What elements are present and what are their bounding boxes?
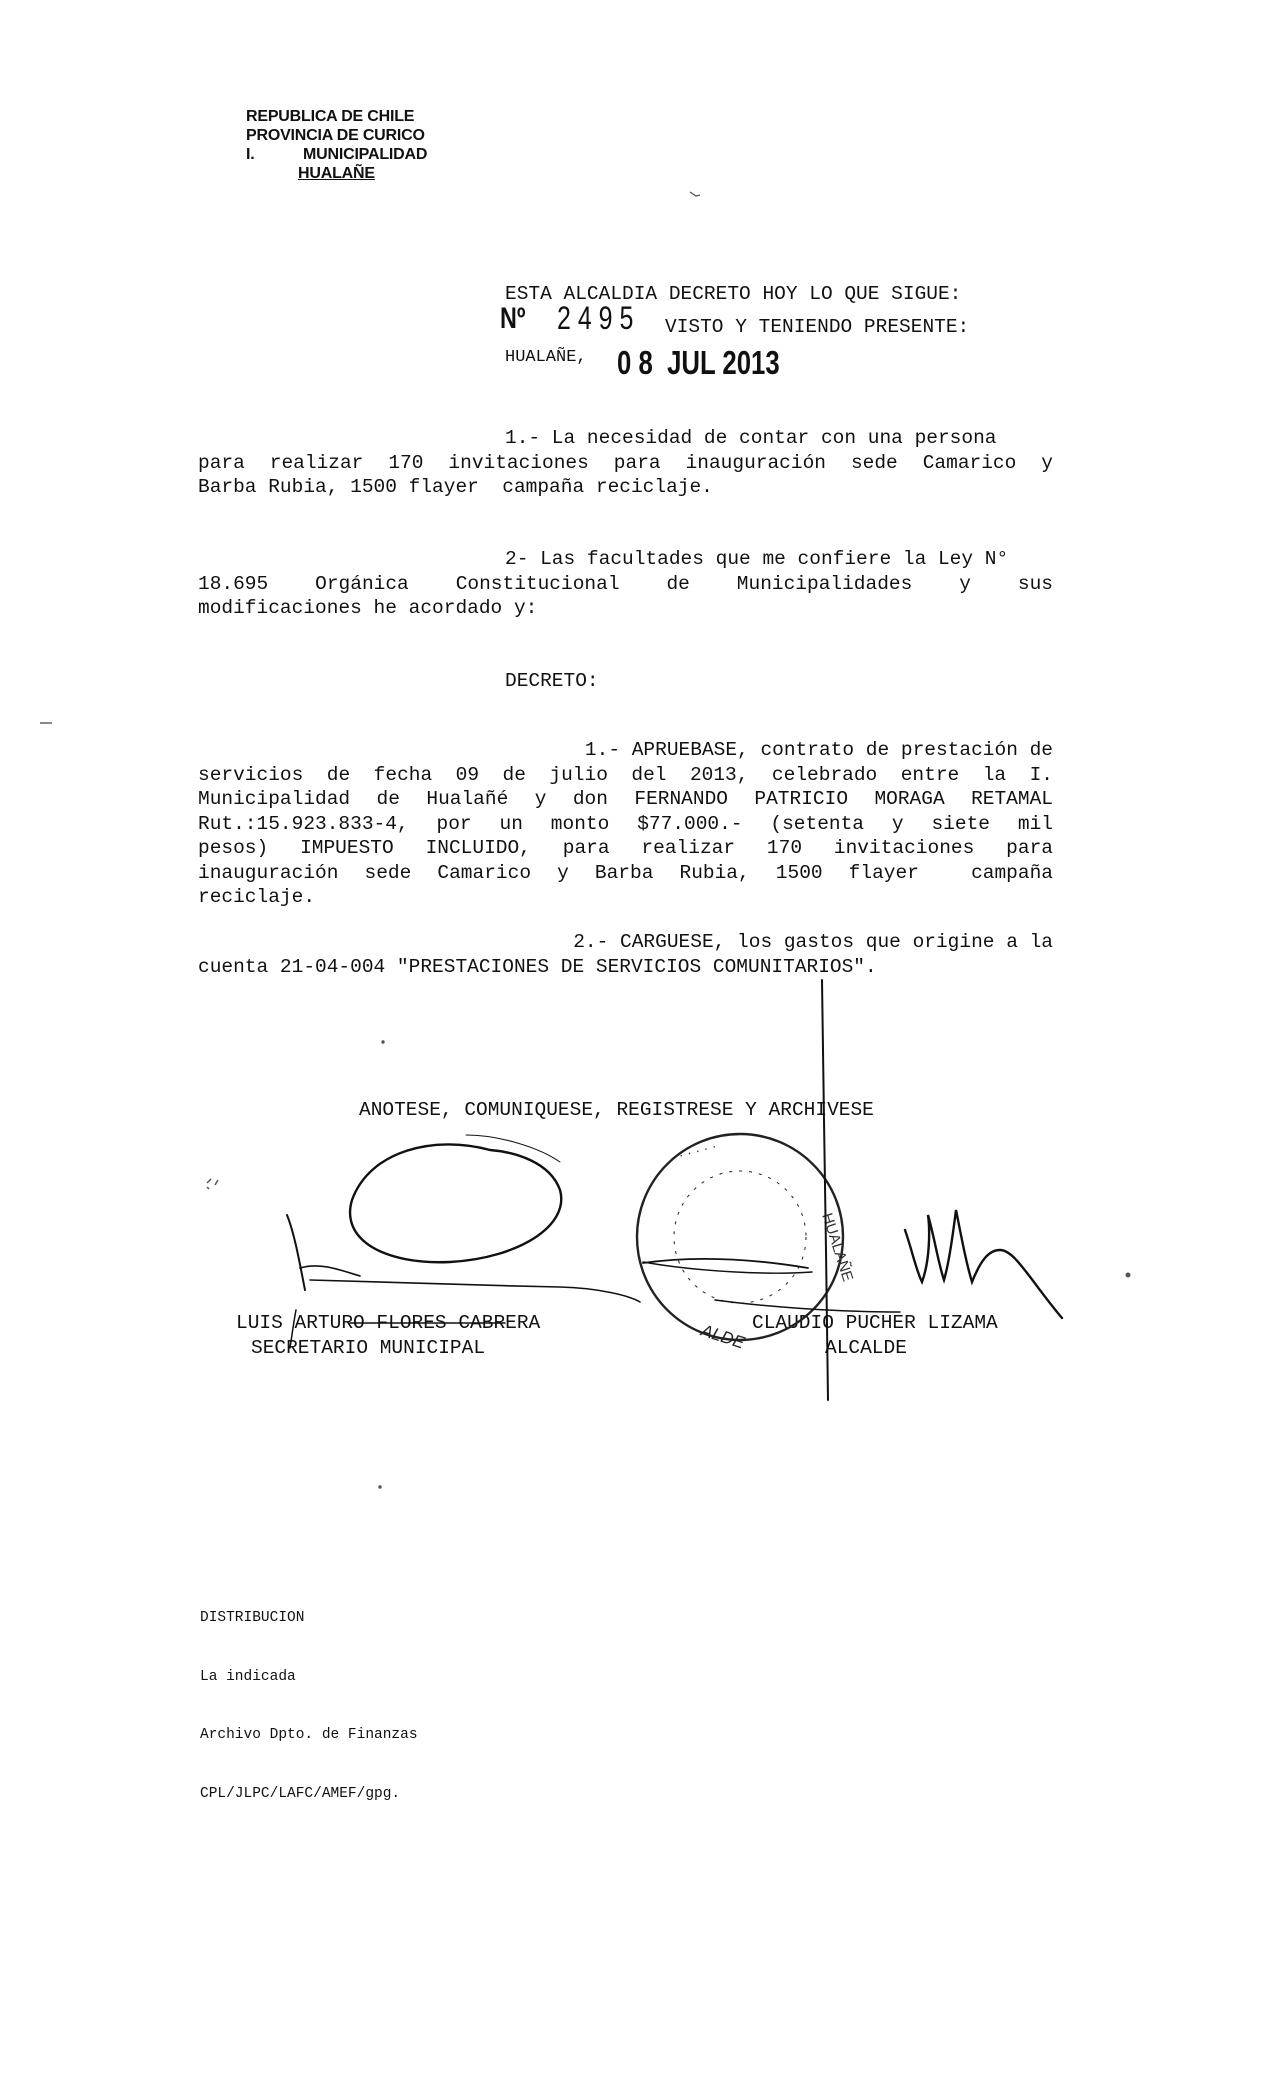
consideration-2-line-2: 18.695 Orgánica Constitucional de Municipalidades y sus: [198, 572, 1053, 595]
decree-place: HUALAÑE,: [505, 348, 587, 367]
distribution-title: DISTRIBUCION: [200, 1610, 305, 1626]
article-1-line-1: 1.- APRUEBASE, contrato de prestación de: [584, 739, 1053, 761]
article-2-line-1: 2.- CARGUESE, los gastos que origine a la: [573, 931, 1053, 953]
article-1-line-3: Municipalidad de Hualañé y don FERNANDO PATRICIO MORAGA RETAMAL: [198, 788, 1053, 810]
distribution-initials: CPL/JLPC/LAFC/AMEF/gpg.: [200, 1785, 401, 1802]
date-stamp: 0 8 JUL 2013: [617, 344, 780, 381]
distribution-line-1: La indicada: [200, 1668, 296, 1685]
header-municipality: [246, 145, 428, 164]
decree-number: 2 4 9 5: [557, 300, 634, 336]
article-1: [198, 738, 1053, 910]
decreto-title: DECRETO:: [505, 670, 599, 692]
distribution-block: [200, 1570, 418, 1824]
header-municipality-name: MUNICIPALIDAD: [303, 146, 428, 163]
secretary-title: SECRETARIO MUNICIPAL: [251, 1337, 486, 1359]
institution-header: [246, 107, 428, 183]
secretary-name: LUIS ARTURO FLORES CABRERA: [236, 1312, 541, 1334]
decree-number-prefix: Nº: [500, 302, 526, 335]
mayor-name: CLAUDIO PUCHER LIZAMA: [752, 1312, 998, 1334]
article-1-line-7: reciclaje.: [198, 886, 316, 908]
header-republic: REPUBLICA DE CHILE: [246, 108, 415, 125]
consideration-1-line-1: 1.- La necesidad de contar con una persona: [505, 427, 997, 449]
header-municipality-prefix: I.: [246, 146, 255, 163]
article-2-line-2: cuenta 21-04-004 "PRESTACIONES DE SERVICIOS COMUNITARIOS".: [198, 955, 877, 978]
seal-text-right: HUALAÑE: [818, 1210, 857, 1284]
article-1-line-2: servicios de fecha 09 de julio del 2013, celebrado entre la I.: [198, 763, 1053, 786]
article-1-line-6: inauguración sede Camarico y Barba Rubia, 1500 flayer campaña: [198, 861, 1053, 884]
consideration-2: [198, 547, 1053, 621]
consideration-2-line-1: 2- Las facultades que me confiere la Ley N°: [505, 548, 1009, 570]
article-1-line-5: pesos) IMPUESTO INCLUIDO, para realizar 170 invitaciones para: [198, 837, 1053, 859]
decree-number-row: [500, 300, 970, 342]
consideration-1-line-3: Barba Rubia, 1500 flayer campaña reciclaje.: [198, 476, 713, 498]
seal-text: ALDE: [698, 1320, 747, 1353]
closing-formula: ANOTESE, COMUNIQUESE, REGISTRESE Y ARCHIVESE: [359, 1099, 874, 1121]
mayor-title: ALCALDE: [825, 1337, 907, 1359]
decree-visto: VISTO Y TENIENDO PRESENTE:: [665, 316, 970, 338]
article-1-line-4: Rut.:15.923.833-4, por un monto $77.000.- (setenta y siete mil: [198, 812, 1053, 835]
decree-intro: ESTA ALCALDIA DECRETO HOY LO QUE SIGUE:: [505, 283, 962, 305]
consideration-1-line-2: para realizar 170 invitaciones para inauguración sede Camarico y: [198, 451, 1053, 474]
consideration-2-line-3: modificaciones he acordado y:: [198, 597, 538, 619]
consideration-1: [198, 426, 1053, 500]
article-2: [198, 930, 1053, 979]
seal-text-top: · · · · ·: [676, 1137, 719, 1163]
distribution-line-2: Archivo Dpto. de Finanzas: [200, 1727, 418, 1743]
header-province: PROVINCIA DE CURICO: [246, 127, 425, 144]
header-commune: HUALAÑE: [298, 165, 375, 182]
